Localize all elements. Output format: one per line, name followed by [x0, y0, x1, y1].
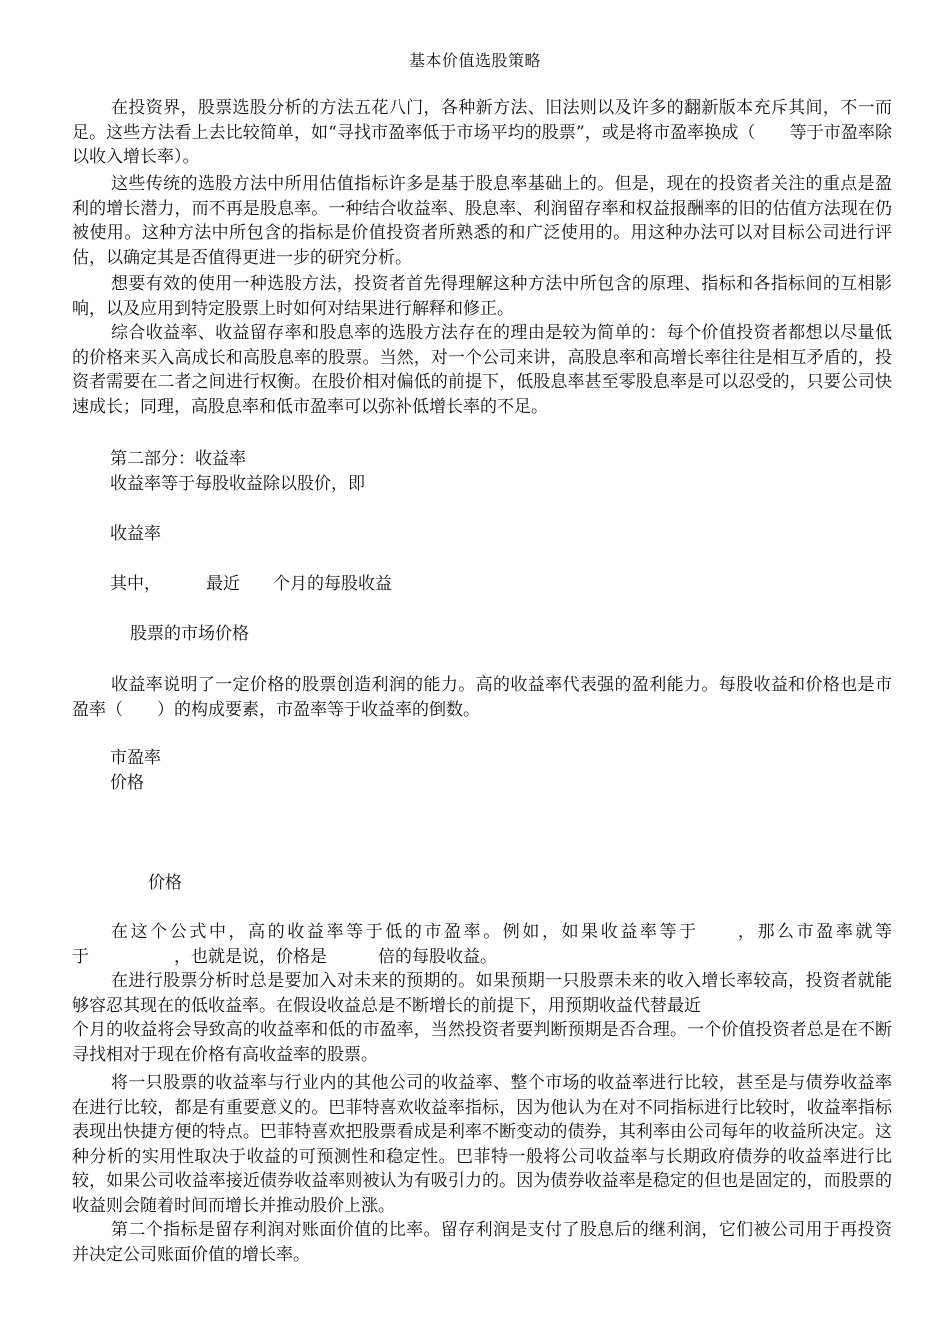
paragraph-combined-method: 综合收益率、收益留存率和股息率的选股方法存在的理由是较为简单的：每个价值投资者都想以尽量低的价格来买入高成长和高股息率的股票。当然，对一个公司来讲，高股息率和高增长率往往是相互矛盾的，投资者需要在二者之间进行权衡。在股价相对偏低的前提下，低股息率甚至零股息率是可以忍受的，只要公司快速成长；同理，高股息率和低市盈率可以弥补低增长率的不足。: [72, 323, 892, 417]
paragraph-earnings-yield: 收益率说明了一定价格的股票创造利润的能力。高的收益率代表强的盈利能力。每股收益和价格也是市盈率（ ）的构成要素，市盈率等于收益率的倒数。: [72, 675, 892, 720]
section-heading: 第二部分：收益率: [110, 449, 246, 469]
where-months: 个月的每股收益: [273, 574, 392, 594]
paragraph-formula-example: 在这个公式中，高的收益率等于低的市盈率。例如，如果收益率等于 ，那么市盈率就等于 ，也就是说，价格是 倍的每股收益。: [72, 922, 892, 967]
paragraph-effective-use: 想要有效的使用一种选股方法，投资者首先得理解这种方法中所包含的原理、指标和各指标间的互相影响，以及应用到特定股票上时如何对结果进行解释和修正。: [72, 274, 892, 319]
definition-line: 收益率等于每股收益除以股价，即: [110, 474, 365, 494]
paragraph-retained-earnings: 第二个指标是留存利润对账面价值的比率。留存利润是支付了股息后的继利润，它们被公司用于再投资并决定公司账面价值的增长率。: [72, 1220, 892, 1265]
price-label-1: 价格: [110, 773, 144, 793]
paragraph-expectations: 在进行股票分析时总是要加入对未来的预期的。如果预期一只股票未来的收入增长率较高，投资者就能够容忍其现在的低收益率。在假设收益总是不断增长的前提下，用预期收益代替最近: [72, 971, 892, 1016]
where-recent: 最近: [206, 574, 240, 594]
pe-label: 市盈率: [110, 748, 161, 768]
paragraph-expectations-cont: 个月的收益将会导致高的收益率和低的市盈率，当然投资者要判断预期是否合理。一个价值投资者总是在不断寻找相对于现在价格有高收益率的股票。: [72, 1020, 892, 1065]
paragraph-traditional-methods: 这些传统的选股方法中所用估值指标许多是基于股息率基础上的。但是，现在的投资者关注的重点是盈利的增长潜力，而不再是股息率。一种结合收益率、股息率、利润留存率和权益报酬率的旧的估值方法现在仍被使用。这种方法中所包含的指标是价值投资者所熟悉的和广泛使用的。用这种办法可以对目标公司进行评估，以确定其是否值得更进一步的研究分析。: [72, 174, 892, 268]
paragraph-intro: 在投资界，股票选股分析的方法五花八门，各种新方法、旧法则以及许多的翻新版本充斥其间，不一而足。这些方法看上去比较简单，如“寻找市盈率低于市场平均的股票”，或是将市盈率换成（ 等于市盈率除以收入增长率）。: [72, 98, 892, 167]
market-price-line: 股票的市场价格: [130, 624, 249, 644]
price-label-2: 价格: [148, 873, 182, 893]
page-title: 基本价值选股策略: [408, 51, 541, 70]
where-prefix: 其中，: [110, 574, 161, 594]
formula-label: 收益率: [110, 524, 161, 544]
paragraph-comparison: 将一只股票的收益率与行业内的其他公司的收益率、整个市场的收益率进行比较，甚至是与债券收益率在进行比较，都是有重要意义的。巴菲特喜欢收益率指标，因为他认为在对不同指标进行比较时，收益率指标表现出快捷方便的特点。巴菲特喜欢把股票看成是利率不断变动的债券，其利率由公司每年的收益所决定。这种分析的实用性取决于收益的可预测性和稳定性。巴菲特一般将公司收益率与长期政府债券的收益率进行比较，如果公司收益率接近债券收益率则被认为有吸引力的。因为债券收益率是稳定的但也是固定的，而股票的收益则会随着时间而增长并推动股价上涨。: [72, 1073, 892, 1216]
